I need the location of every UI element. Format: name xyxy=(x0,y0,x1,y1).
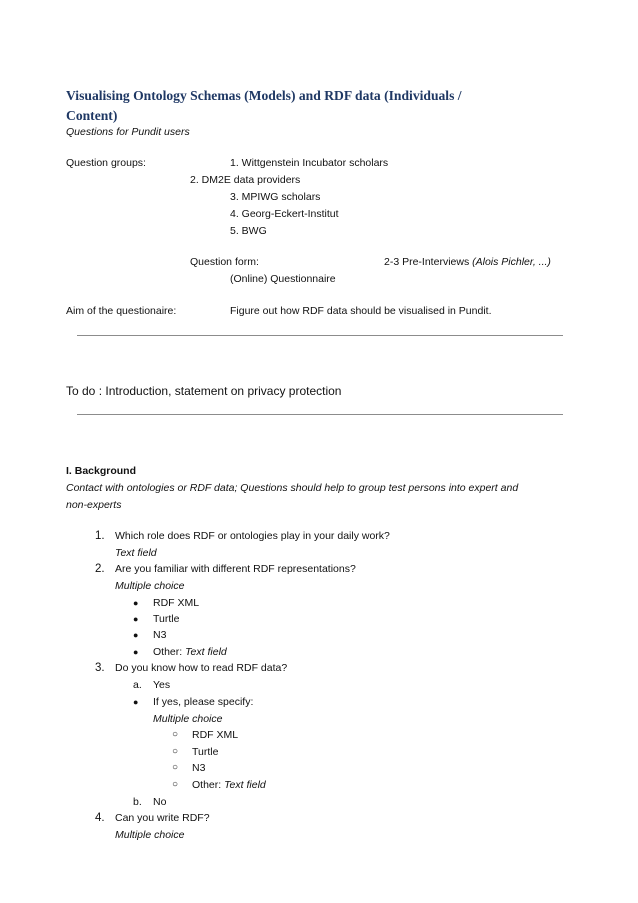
circle-bullet-icon: ○ xyxy=(172,779,179,790)
horizontal-divider xyxy=(77,414,563,415)
group-item: 2. DM2E data providers xyxy=(190,174,301,186)
aim-label: Aim of the questionaire: xyxy=(66,305,177,317)
answer-type: Text field xyxy=(115,547,157,559)
circle-bullet-icon: ○ xyxy=(172,729,179,740)
answer-type: Multiple choice xyxy=(115,829,185,841)
list-item: RDF XML xyxy=(192,729,239,741)
list-item: Other: Text field xyxy=(153,646,227,658)
circle-bullet-icon: ○ xyxy=(172,746,179,757)
bullet-icon: ● xyxy=(133,647,139,657)
sub-question-text: If yes, please specify: xyxy=(153,696,254,708)
answer-type: Multiple choice xyxy=(153,713,223,725)
question-text: Are you familiar with different RDF representations? xyxy=(115,563,356,575)
question-number: 4. xyxy=(95,812,105,824)
sub-option: Yes xyxy=(153,679,171,691)
circle-bullet-icon: ○ xyxy=(172,762,179,773)
sub-option: No xyxy=(153,796,167,808)
section-description-line-2: non-experts xyxy=(66,499,122,511)
bullet-icon: ● xyxy=(133,614,139,624)
question-number: 1. xyxy=(95,530,105,542)
question-number: 3. xyxy=(95,662,105,674)
question-text: Which role does RDF or ontologies play in your daily work? xyxy=(115,530,390,542)
list-item: Other: Text field xyxy=(192,779,266,791)
horizontal-divider xyxy=(77,335,563,336)
todo-note: To do : Introduction, statement on privacy protection xyxy=(66,384,342,398)
list-item: RDF XML xyxy=(153,597,200,609)
list-item: Turtle xyxy=(192,746,219,758)
document-subtitle: Questions for Pundit users xyxy=(66,126,190,138)
bullet-icon: ● xyxy=(133,598,139,608)
list-item: N3 xyxy=(153,629,167,641)
question-text: Can you write RDF? xyxy=(115,812,210,824)
answer-type: Multiple choice xyxy=(115,580,185,592)
question-form-label: Question form: xyxy=(190,256,259,268)
bullet-icon: ● xyxy=(133,697,139,707)
group-item: 3. MPIWG scholars xyxy=(230,191,321,203)
document-title-line-1: Visualising Ontology Schemas (Models) and RDF data (Individuals / xyxy=(66,88,462,103)
group-item: 4. Georg-Eckert-Institut xyxy=(230,208,339,220)
list-item: Turtle xyxy=(153,613,180,625)
list-item: N3 xyxy=(192,762,206,774)
section-heading: I. Background xyxy=(66,465,137,477)
group-item: 5. BWG xyxy=(230,225,267,237)
question-groups-label: Question groups: xyxy=(66,157,146,169)
preinterviews-text: 2-3 Pre-Interviews (Alois Pichler, ...) xyxy=(384,256,551,268)
document-title-line-2: Content) xyxy=(66,108,118,123)
group-item: 1. Wittgenstein Incubator scholars xyxy=(230,157,389,169)
question-text: Do you know how to read RDF data? xyxy=(115,662,288,674)
sub-option-letter: b. xyxy=(133,796,142,808)
section-description-line-1: Contact with ontologies or RDF data; Questions should help to group test persons into expert and xyxy=(66,482,519,494)
online-questionnaire-text: (Online) Questionnaire xyxy=(230,273,336,285)
bullet-icon: ● xyxy=(133,630,139,640)
aim-text: Figure out how RDF data should be visualised in Pundit. xyxy=(230,305,492,317)
question-number: 2. xyxy=(95,563,105,575)
sub-option-letter: a. xyxy=(133,679,142,691)
